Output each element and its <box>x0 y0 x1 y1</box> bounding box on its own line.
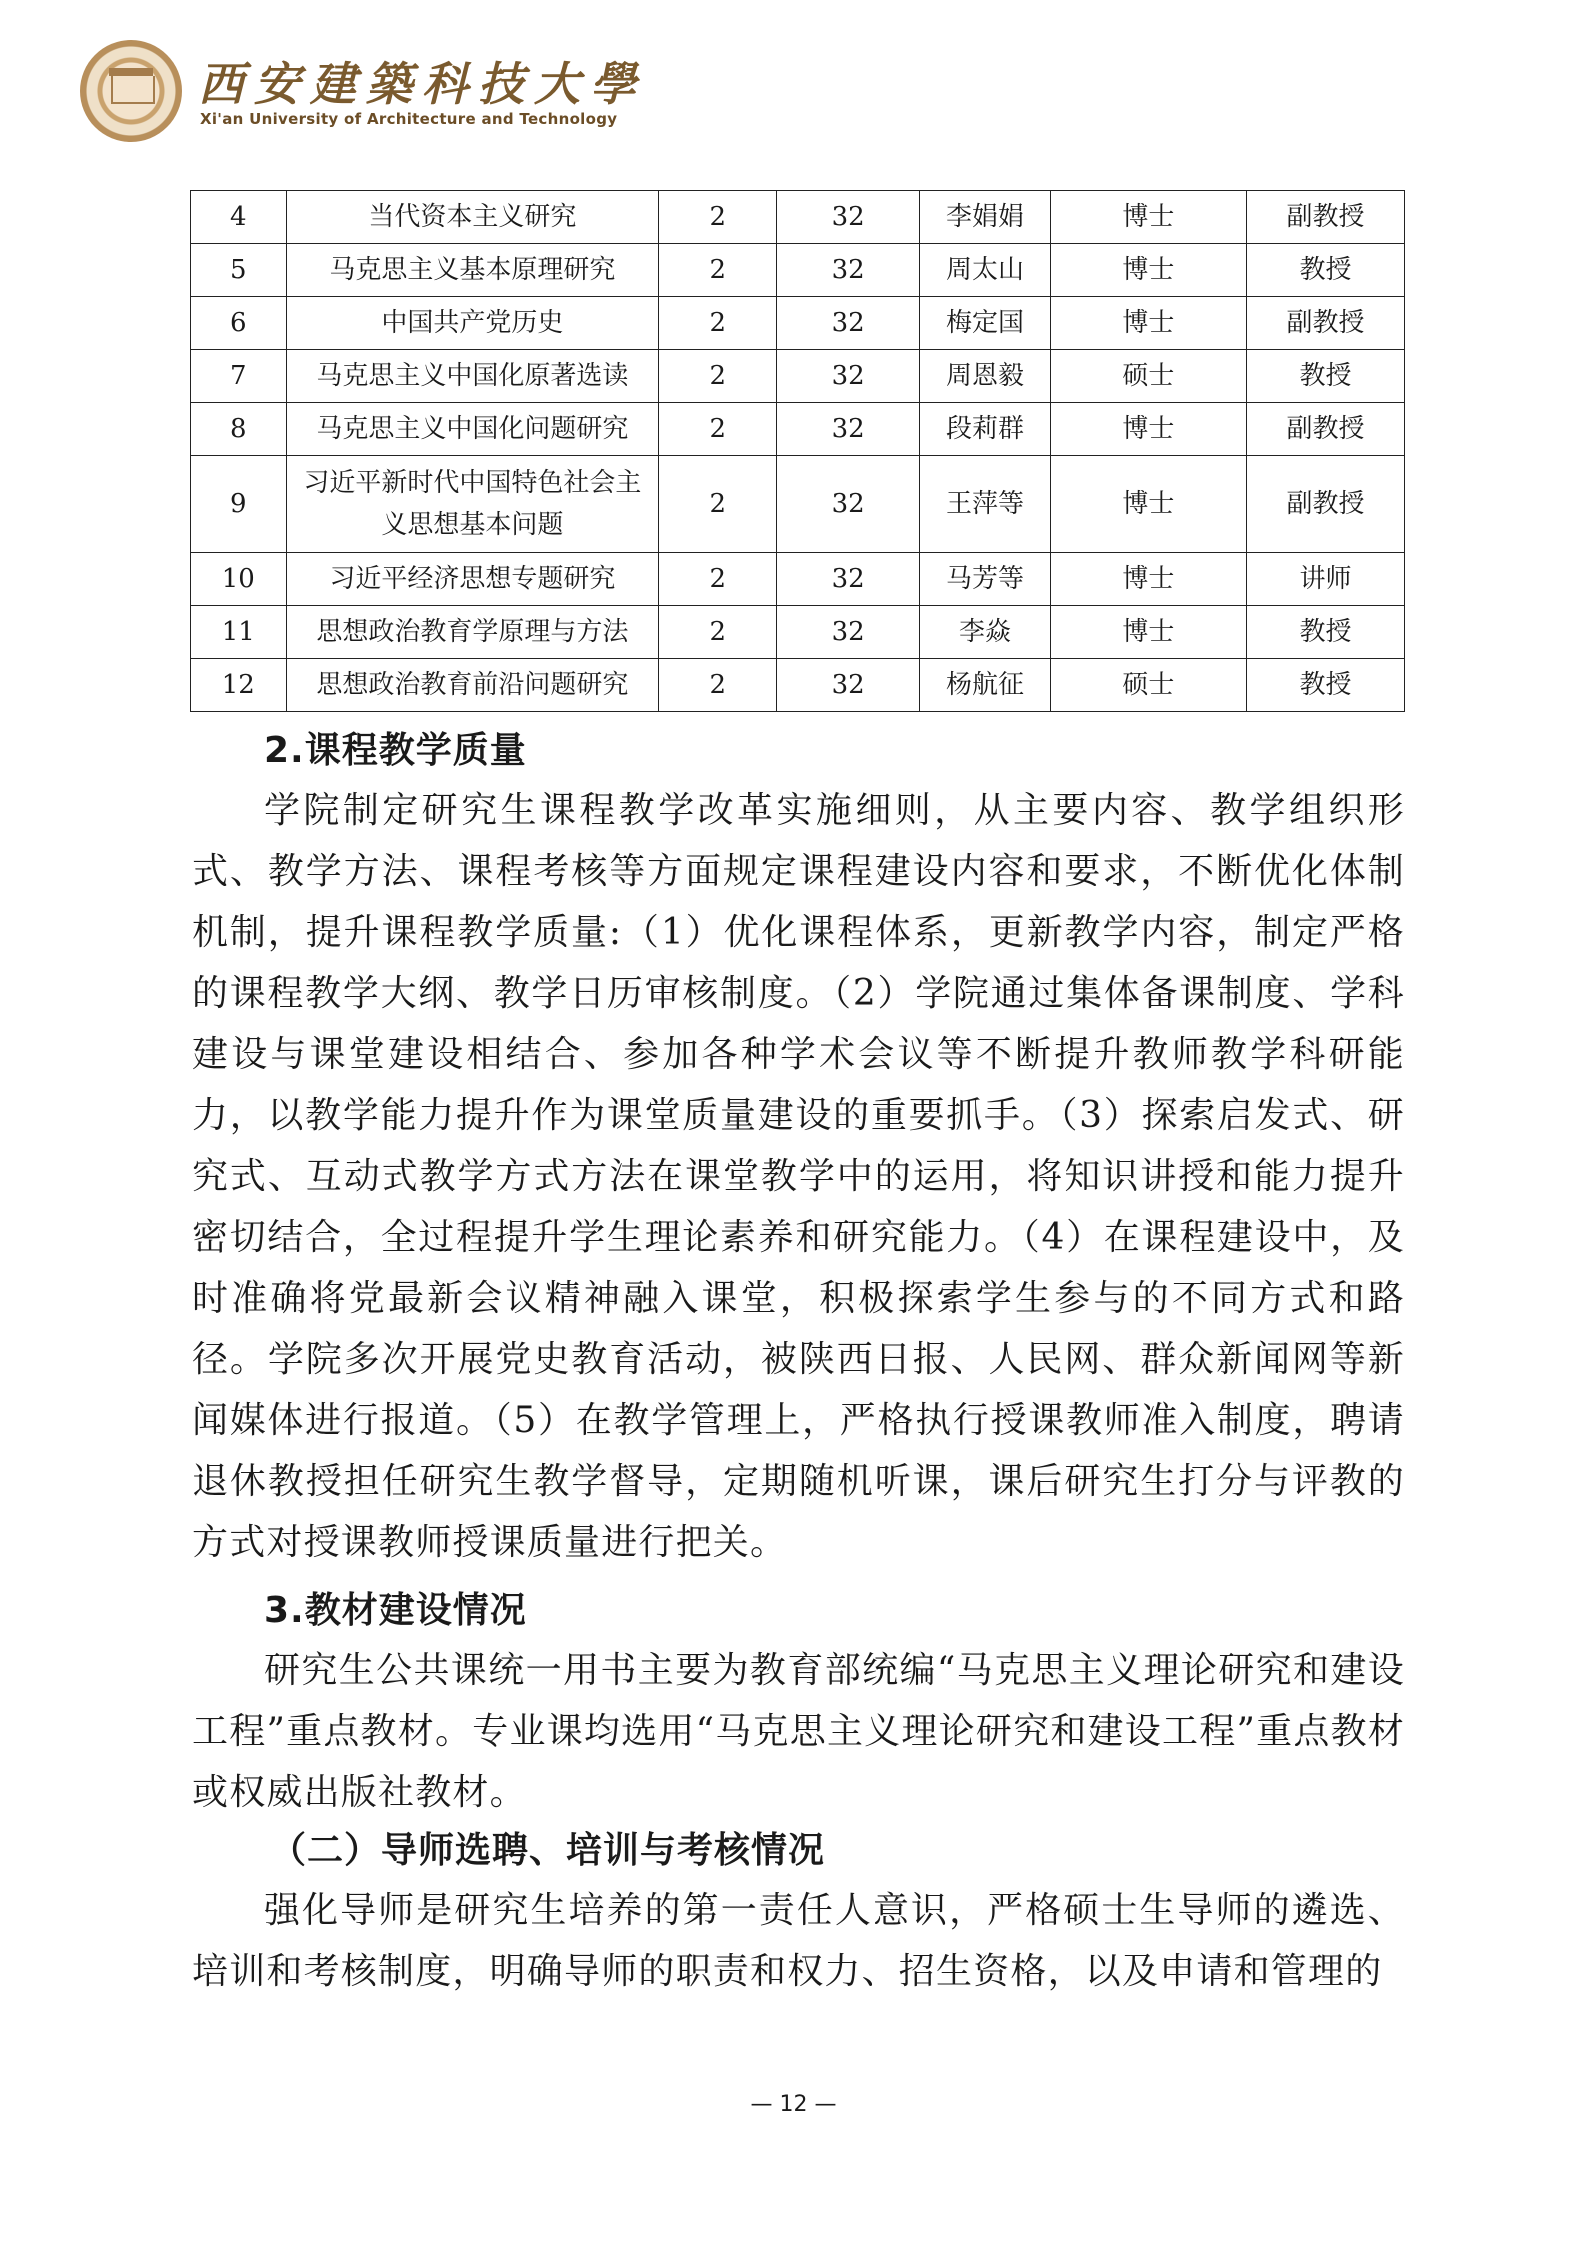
table-cell: 11 <box>191 606 287 659</box>
table-cell: 博士 <box>1050 191 1246 244</box>
table-cell: 讲师 <box>1246 553 1404 606</box>
table-cell: 教授 <box>1246 350 1404 403</box>
table-cell: 习近平新时代中国特色社会主义思想基本问题 <box>286 456 658 553</box>
table-cell: 周恩毅 <box>919 350 1050 403</box>
table-cell: 32 <box>777 456 920 553</box>
table-cell: 教授 <box>1246 244 1404 297</box>
table-cell: 博士 <box>1050 244 1246 297</box>
table-cell: 2 <box>659 403 777 456</box>
table-cell: 4 <box>191 191 287 244</box>
section-body-textbook: 研究生公共课统一用书主要为教育部统编“马克思主义理论研究和建设工程”重点教材。专业课均选用“马克思主义理论研究和建设工程”重点教材或权威出版社教材。 <box>192 1650 1405 1813</box>
table-cell: 博士 <box>1050 606 1246 659</box>
table-cell: 梅定国 <box>919 297 1050 350</box>
table-row <box>191 191 1405 244</box>
table-cell: 2 <box>659 297 777 350</box>
table-cell: 6 <box>191 297 287 350</box>
table-cell: 2 <box>659 553 777 606</box>
table-cell: 马芳等 <box>919 553 1050 606</box>
section-body-course-quality: 学院制定研究生课程教学改革实施细则，从主要内容、教学组织形式、教学方法、课程考核等方面规定课程建设内容和要求，不断优化体制机制，提升课程教学质量:（1）优化课程体系，更新教学内容，制定严格的课程教学大纲、教学日历审核制度。（2）学院通过集体备课制度、学科建设与课堂建设相结合、参加各种学术会议等不断提升教师教学科研能力，以教学能力提升作为课堂质量建设的重要抓手。（3）探索启发式、研究式、互动式教学方式方法在课堂教学中的运用，将知识讲授和能力提升密切结合，全过程提升学生理论素养和研究能力。（4）在课程建设中，及时准确将党最新会议精神融入课堂，积极探索学生参与的不同方式和路径。学院多次开展党史教育活动，被陕西日报、人民网、群众新闻网等新闻媒体进行报道。（5）在教学管理上，严格执行授课教师准入制度，聘请退休教授担任研究生教学督导，定期随机听课，课后研究生打分与评教的方式对授课教师授课质量进行把关。 <box>192 790 1405 1563</box>
table-cell: 副教授 <box>1246 456 1404 553</box>
table-cell: 教授 <box>1246 659 1404 712</box>
table-cell: 9 <box>191 456 287 553</box>
university-name-en: Xi'an University of Architecture and Technology <box>200 110 618 128</box>
table-cell: 5 <box>191 244 287 297</box>
table-cell: 副教授 <box>1246 191 1404 244</box>
university-name-cn: 西安建築科技大學 <box>198 57 646 111</box>
table-cell: 段莉群 <box>919 403 1050 456</box>
table-cell: 周太山 <box>919 244 1050 297</box>
table-cell: 思想政治教育学原理与方法 <box>286 606 658 659</box>
table-cell: 博士 <box>1050 403 1246 456</box>
table-cell: 10 <box>191 553 287 606</box>
university-seal-icon <box>80 40 182 142</box>
table-row <box>191 456 1405 553</box>
table-cell: 副教授 <box>1246 403 1404 456</box>
table-row <box>191 403 1405 456</box>
table-row <box>191 553 1405 606</box>
table-cell: 副教授 <box>1246 297 1404 350</box>
section-body-supervisor: 强化导师是研究生培养的第一责任人意识，严格硕士生导师的遴选、培训和考核制度，明确导师的职责和权力、招生资格，以及申请和管理的 <box>192 1890 1405 1992</box>
table-cell: 李焱 <box>919 606 1050 659</box>
table-cell: 2 <box>659 606 777 659</box>
table-cell: 7 <box>191 350 287 403</box>
section-title-textbook: 3.教材建设情况 <box>264 1590 527 1631</box>
table-cell: 马克思主义中国化原著选读 <box>286 350 658 403</box>
section-title-course-quality: 2.课程教学质量 <box>264 730 527 771</box>
table-row <box>191 350 1405 403</box>
university-header <box>80 40 780 150</box>
table-cell: 32 <box>777 350 920 403</box>
table-cell: 32 <box>777 659 920 712</box>
table-cell: 32 <box>777 244 920 297</box>
table-row <box>191 606 1405 659</box>
table-cell: 王萍等 <box>919 456 1050 553</box>
table-row <box>191 297 1405 350</box>
table-cell: 2 <box>659 244 777 297</box>
table-cell: 马克思主义基本原理研究 <box>286 244 658 297</box>
course-table <box>190 190 1405 712</box>
table-cell: 思想政治教育前沿问题研究 <box>286 659 658 712</box>
table-cell: 硕士 <box>1050 659 1246 712</box>
table-cell: 32 <box>777 191 920 244</box>
table-cell: 2 <box>659 191 777 244</box>
table-row <box>191 659 1405 712</box>
table-cell: 硕士 <box>1050 350 1246 403</box>
table-cell: 杨航征 <box>919 659 1050 712</box>
section-title-supervisor: （二）导师选聘、培训与考核情况 <box>270 1830 826 1871</box>
table-cell: 32 <box>777 606 920 659</box>
table-cell: 2 <box>659 659 777 712</box>
table-cell: 李娟娟 <box>919 191 1050 244</box>
table-cell: 当代资本主义研究 <box>286 191 658 244</box>
page-number: — 12 — <box>750 2092 837 2117</box>
table-cell: 32 <box>777 403 920 456</box>
table-cell: 马克思主义中国化问题研究 <box>286 403 658 456</box>
table-cell: 习近平经济思想专题研究 <box>286 553 658 606</box>
table-cell: 教授 <box>1246 606 1404 659</box>
table-cell: 博士 <box>1050 297 1246 350</box>
table-cell: 12 <box>191 659 287 712</box>
table-cell: 2 <box>659 350 777 403</box>
table-cell: 博士 <box>1050 553 1246 606</box>
table-cell: 8 <box>191 403 287 456</box>
table-cell: 32 <box>777 553 920 606</box>
table-cell: 中国共产党历史 <box>286 297 658 350</box>
table-cell: 2 <box>659 456 777 553</box>
table-cell: 博士 <box>1050 456 1246 553</box>
table-cell: 32 <box>777 297 920 350</box>
table-row <box>191 244 1405 297</box>
